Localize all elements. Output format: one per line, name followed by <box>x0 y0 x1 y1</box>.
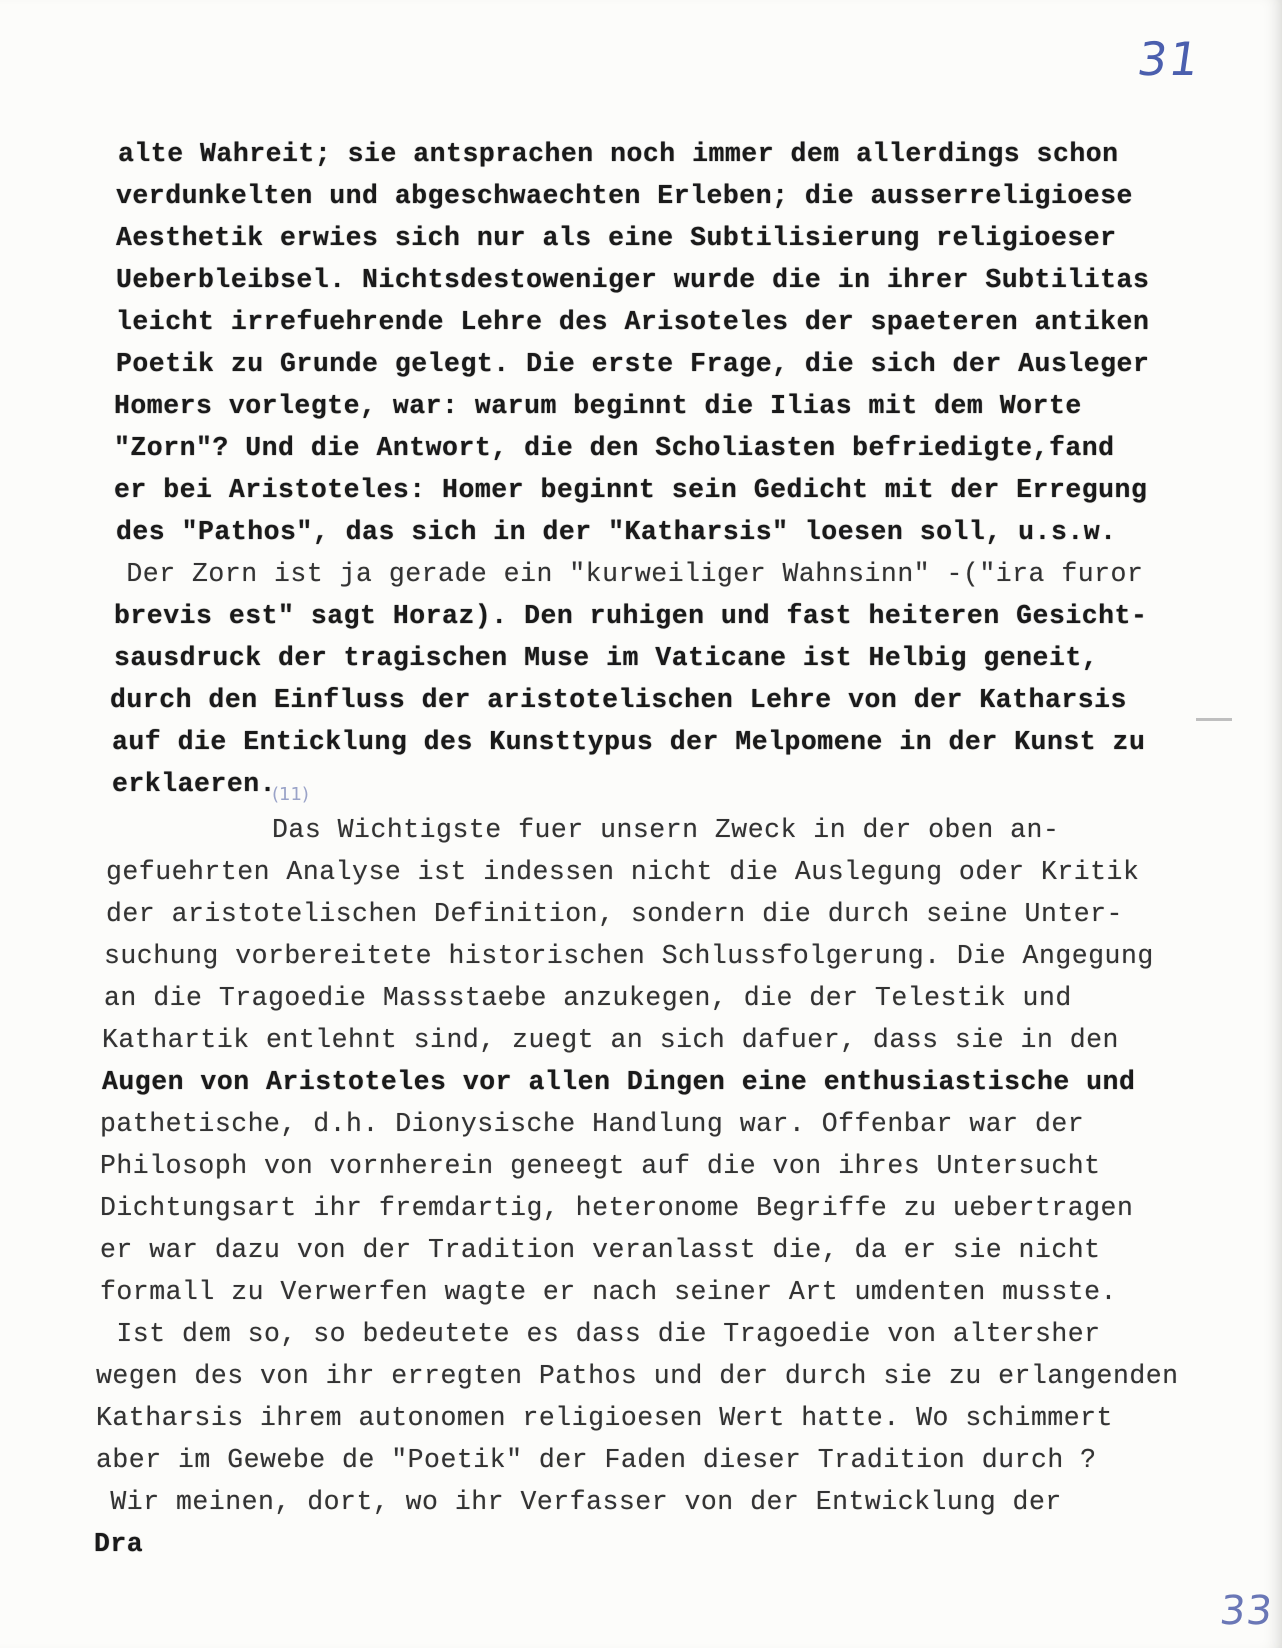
text-line: er bei Aristoteles: Homer beginnt sein Gedicht mit der Erregung <box>114 475 1148 505</box>
text-line: verdunkelten und abgeschwaechten Erleben; die ausserreligioese <box>116 181 1133 211</box>
text-line: er war dazu von der Tradition veranlasst die, da er sie nicht <box>100 1235 1101 1265</box>
text-line: Dichtungsart ihr fremdartig, heteronome Begriffe zu uebertragen <box>100 1193 1134 1223</box>
text-line: Kathartik entlehnt sind, zuegt an sich dafuer, dass sie in den <box>102 1025 1119 1055</box>
text-line: Aesthetik erwies sich nur als eine Subtilisierung religioeser <box>116 223 1117 253</box>
text-line: wegen des von ihr erregten Pathos und der durch sie zu erlangenden <box>96 1361 1179 1391</box>
text-line: Philosoph von vornherein geneegt auf die von ihres Untersucht <box>100 1151 1101 1181</box>
text-line: an die Tragoedie Massstaebe anzukegen, die der Telestik und <box>104 983 1072 1013</box>
text-line: sausdruck der tragischen Muse im Vaticane ist Helbig geneit, <box>114 643 1099 673</box>
text-line: leicht irrefuehrende Lehre des Arisoteles der spaeteren antiken <box>116 307 1150 337</box>
text-line: pathetische, d.h. Dionysische Handlung war. Offenbar war der <box>100 1109 1085 1139</box>
text-line: Katharsis ihrem autonomen religioesen Wert hatte. Wo schimmert <box>96 1403 1113 1433</box>
catchword: Dra <box>94 1529 144 1559</box>
text-line: Augen von Aristoteles vor allen Dingen eine enthusiastische und <box>102 1067 1136 1097</box>
text-line: suchung vorbereitete historischen Schlussfolgerung. Die Angegung <box>104 941 1154 971</box>
text-line: Ist dem so, so bedeutete es dass die Tragoedie von altersher <box>100 1319 1101 1349</box>
text-line: gefuehrten Analyse ist indessen nicht die Auslegung oder Kritik <box>106 857 1140 887</box>
text-line: "Zorn"? Und die Antwort, die den Scholiasten befriedigte,fand <box>114 433 1115 463</box>
text-line: Das Wichtigste fuer unsern Zweck in der oben an- <box>108 815 1060 845</box>
page-number-bottom: 33 <box>1217 1588 1276 1634</box>
text-line: erklaeren. <box>112 769 277 799</box>
margin-pencil-mark <box>1196 718 1232 721</box>
text-line: formall zu Verwerfen wagte er nach seiner Art umdenten musste. <box>100 1277 1117 1307</box>
text-line: Homers vorlegte, war: warum beginnt die Ilias mit dem Worte <box>114 391 1082 421</box>
text-line: Ueberbleibsel. Nichtsdestoweniger wurde die in ihrer Subtilitas <box>116 265 1150 295</box>
text-line: Der Zorn ist ja gerade ein "kurweiliger Wahnsinn" -("ira furor <box>110 559 1144 589</box>
text-line: Poetik zu Grunde gelegt. Die erste Frage, die sich der Ausleger <box>116 349 1150 379</box>
text-line: Wir meinen, dort, wo ihr Verfasser von der Entwicklung der <box>94 1487 1062 1517</box>
margin-annotation: (11) <box>272 784 309 805</box>
text-line: der aristotelischen Definition, sondern die durch seine Unter- <box>106 899 1123 929</box>
text-line: alte Wahreit; sie antsprachen noch immer dem allerdings schon <box>118 139 1119 169</box>
text-line: auf die Enticklung des Kunsttypus der Melpomene in der Kunst zu <box>112 727 1146 757</box>
text-line: brevis est" sagt Horaz). Den ruhigen und fast heiteren Gesicht- <box>114 601 1148 631</box>
text-line: durch den Einfluss der aristotelischen Lehre von der Katharsis <box>110 685 1127 715</box>
text-line: des "Pathos", das sich in der "Katharsis" loesen soll, u.s.w. <box>116 517 1117 547</box>
text-line: aber im Gewebe de "Poetik" der Faden dieser Tradition durch ? <box>96 1445 1097 1475</box>
page-number-top: 31 <box>1134 32 1205 86</box>
